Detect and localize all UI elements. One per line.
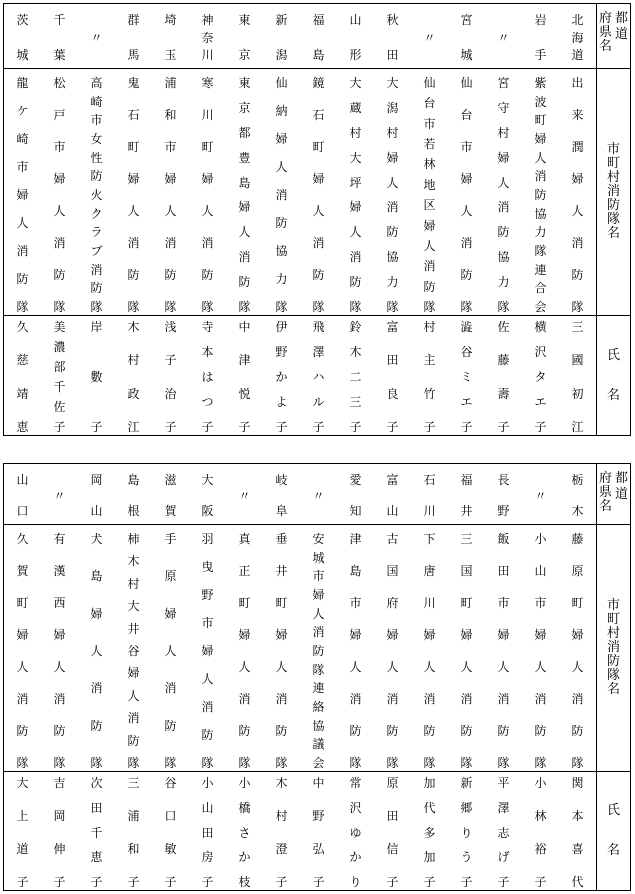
table-1 xyxy=(3,3,631,436)
t2-name-10 xyxy=(374,772,411,890)
t2-unit-5-text: 羽 曳 野 市 婦 人 消 防 隊 xyxy=(201,532,214,770)
t2-unit-14-text: 小 山 市 婦 人 消 防 隊 xyxy=(534,532,547,770)
t1-unit-6 xyxy=(226,69,263,316)
t1-unit-8 xyxy=(300,69,337,316)
t2-unit-11-text: 下 唐 川 婦 人 消 防 隊 xyxy=(423,532,436,770)
t1-pref-14 xyxy=(522,4,559,69)
t1-pref-7 xyxy=(263,4,300,69)
t1-unit-12-text: 仙 台 市 婦 人 消 防 隊 xyxy=(460,76,473,314)
t1-pref-1-text: 千 葉 xyxy=(53,13,66,62)
t2-unit-2-text: 犬 島 婦 人 消 防 隊 xyxy=(90,532,103,770)
t1-pref-0 xyxy=(4,4,41,69)
t1-name-9 xyxy=(337,316,374,435)
t2-unit-14 xyxy=(522,525,559,772)
unit-header xyxy=(596,525,630,772)
t2-unit-12 xyxy=(448,525,485,772)
t2-pref-10 xyxy=(374,464,411,525)
t1-name-13 xyxy=(485,316,522,435)
t2-name-6 xyxy=(226,772,263,890)
t1-pref-1 xyxy=(41,4,78,69)
t2-pref-5 xyxy=(189,464,226,525)
pref-header-text: 府 県 名 都 道 xyxy=(598,471,628,514)
t1-pref-2 xyxy=(78,4,115,69)
t2-name-11-text: 加 代 多 加 子 xyxy=(423,776,436,889)
pref-header-text: 府 県 名 都 道 xyxy=(598,11,628,54)
t2-unit-0-text: 久 賀 町 婦 人 消 防 隊 xyxy=(16,532,29,770)
t1-pref-6-text: 東 京 xyxy=(238,13,251,62)
t1-pref-11 xyxy=(411,4,448,69)
t2-name-15 xyxy=(559,772,596,890)
t2-pref-8 xyxy=(300,464,337,525)
t2-pref-1 xyxy=(41,464,78,525)
t1-name-2 xyxy=(78,316,115,435)
t1-unit-7-text: 仙 納 婦 人 消 防 協 力 隊 xyxy=(275,76,288,314)
t2-unit-10-text: 古 国 府 婦 人 消 防 隊 xyxy=(386,532,399,770)
t2-pref-9-text: 愛 知 xyxy=(349,473,362,518)
t2-unit-3-text: 柿 木 村 大 井 谷 婦 人 消 防 隊 xyxy=(127,532,140,770)
t1-unit-8-text: 鏡 石 町 婦 人 消 防 隊 xyxy=(312,76,325,314)
t2-unit-5 xyxy=(189,525,226,772)
t2-pref-0-text: 山 口 xyxy=(16,473,29,518)
t1-unit-4 xyxy=(152,69,189,316)
t2-pref-8-text: 〃 xyxy=(312,488,325,503)
name-header-text: 氏 名 xyxy=(606,803,620,858)
t1-unit-1-text: 松 戸 市 婦 人 消 防 隊 xyxy=(53,76,66,314)
t2-name-14-text: 小 林 裕 子 xyxy=(534,776,547,889)
t2-name-0 xyxy=(4,772,41,890)
t1-name-6 xyxy=(226,316,263,435)
unit-header-text: 市 町 村 消 防 隊 名 xyxy=(606,142,620,241)
t2-unit-7-text: 垂 井 町 婦 人 消 防 隊 xyxy=(275,532,288,770)
t2-unit-1-text: 有 漢 西 婦 人 消 防 隊 xyxy=(53,532,66,770)
t2-pref-12 xyxy=(448,464,485,525)
t1-name-7-text: 伊 野 か よ 子 xyxy=(275,320,288,434)
t1-name-13-text: 佐 藤 壽 子 xyxy=(497,320,510,434)
t2-name-13 xyxy=(485,772,522,890)
t2-name-9-text: 常 沢 ゆ か り xyxy=(349,776,362,889)
t2-pref-1-text: 〃 xyxy=(53,488,66,503)
t2-unit-7 xyxy=(263,525,300,772)
t1-name-4 xyxy=(152,316,189,435)
t2-name-13-text: 平 澤 志 げ 子 xyxy=(497,776,510,889)
t1-unit-1 xyxy=(41,69,78,316)
t1-pref-8-text: 福 島 xyxy=(312,13,325,62)
t2-unit-3 xyxy=(115,525,152,772)
t1-name-15 xyxy=(559,316,596,435)
t2-unit-11 xyxy=(411,525,448,772)
t2-name-8 xyxy=(300,772,337,890)
t1-pref-4-text: 埼 玉 xyxy=(164,13,177,62)
t1-unit-14 xyxy=(522,69,559,316)
t2-unit-13 xyxy=(485,525,522,772)
t1-pref-14-text: 岩 手 xyxy=(534,13,547,62)
t1-pref-3-text: 群 馬 xyxy=(127,13,140,62)
t1-unit-5-text: 寒 川 町 婦 人 消 防 隊 xyxy=(201,76,214,314)
t2-name-12-text: 新 郷 り う 子 xyxy=(460,776,473,889)
t1-pref-15-text: 北 海 道 xyxy=(571,13,584,62)
t1-name-15-text: 三 國 初 江 xyxy=(571,320,584,434)
t2-pref-6-text: 〃 xyxy=(238,488,251,503)
t1-unit-7 xyxy=(263,69,300,316)
t1-unit-15-text: 出 来 潤 婦 人 消 防 隊 xyxy=(571,76,584,314)
t1-pref-0-text: 茨 城 xyxy=(16,13,29,62)
t2-name-7 xyxy=(263,772,300,890)
t2-pref-7-text: 岐 阜 xyxy=(275,473,288,518)
t2-pref-4-text: 滋 賀 xyxy=(164,473,177,518)
t2-unit-9-text: 津 島 市 婦 人 消 防 隊 xyxy=(349,532,362,770)
t1-name-10-text: 富 田 良 子 xyxy=(386,320,399,434)
t1-name-1-text: 美 濃 部 千 佐 子 xyxy=(53,320,66,434)
t1-unit-3 xyxy=(115,69,152,316)
t2-name-7-text: 木 村 澄 子 xyxy=(275,776,288,889)
t1-name-5 xyxy=(189,316,226,435)
t2-name-4-text: 谷 口 敏 子 xyxy=(164,776,177,889)
t1-name-0 xyxy=(4,316,41,435)
t1-unit-5 xyxy=(189,69,226,316)
t1-pref-9 xyxy=(337,4,374,69)
t1-unit-9 xyxy=(337,69,374,316)
t1-name-11 xyxy=(411,316,448,435)
t2-name-1 xyxy=(41,772,78,890)
t1-unit-2 xyxy=(78,69,115,316)
t1-name-5-text: 寺 本 は つ 子 xyxy=(201,320,214,434)
t1-name-8-text: 飛 澤 ハ ル 子 xyxy=(312,320,325,434)
t2-name-11 xyxy=(411,772,448,890)
t1-name-14-text: 横 沢 タ エ 子 xyxy=(534,320,547,434)
t1-name-12-text: 澁 谷 ミ エ 子 xyxy=(460,320,473,434)
t1-pref-2-text: 〃 xyxy=(90,30,103,45)
t2-name-10-text: 原 田 信 子 xyxy=(386,776,399,889)
t2-pref-11 xyxy=(411,464,448,525)
t1-unit-13-text: 宮 守 村 婦 人 消 防 協 力 隊 xyxy=(497,76,510,314)
t2-name-14 xyxy=(522,772,559,890)
t1-unit-6-text: 東 京 都 豊 島 婦 人 消 防 隊 xyxy=(238,76,251,314)
t2-unit-1 xyxy=(41,525,78,772)
name-header-text: 氏 名 xyxy=(606,347,620,403)
t1-unit-12 xyxy=(448,69,485,316)
t2-unit-6-text: 真 正 町 婦 人 消 防 隊 xyxy=(238,532,251,770)
t1-pref-7-text: 新 潟 xyxy=(275,13,288,62)
t1-unit-4-text: 浦 和 市 婦 人 消 防 隊 xyxy=(164,76,177,314)
table-2 xyxy=(3,463,631,891)
t1-name-4-text: 浅 子 治 子 xyxy=(164,320,177,434)
t2-name-6-text: 小 橋 さ か 枝 xyxy=(238,776,251,889)
t1-name-11-text: 村 主 竹 子 xyxy=(423,320,436,434)
t1-pref-15 xyxy=(559,4,596,69)
t2-name-3 xyxy=(115,772,152,890)
t2-pref-2 xyxy=(78,464,115,525)
t1-unit-11 xyxy=(411,69,448,316)
t2-name-2 xyxy=(78,772,115,890)
t2-name-9 xyxy=(337,772,374,890)
unit-header-text: 市 町 村 消 防 隊 名 xyxy=(606,598,620,697)
t1-unit-9-text: 大 蔵 村 大 坪 婦 人 消 防 隊 xyxy=(349,76,362,314)
t2-pref-15-text: 栃 木 xyxy=(571,473,584,518)
t2-pref-5-text: 大 阪 xyxy=(201,473,214,518)
pref-header xyxy=(596,464,630,525)
t1-pref-11-text: 〃 xyxy=(423,30,436,45)
t2-unit-8 xyxy=(300,525,337,772)
t1-pref-9-text: 山 形 xyxy=(349,13,362,62)
t1-pref-4 xyxy=(152,4,189,69)
t2-pref-14 xyxy=(522,464,559,525)
t2-pref-12-text: 福 井 xyxy=(460,473,473,518)
t1-unit-11-text: 仙 台 市 若 林 地 区 婦 人 消 防 隊 xyxy=(423,76,436,314)
t1-unit-10 xyxy=(374,69,411,316)
t2-name-1-text: 吉 岡 伸 子 xyxy=(53,776,66,889)
table-2-grid xyxy=(4,464,630,890)
t2-pref-11-text: 石 川 xyxy=(423,473,436,518)
t1-pref-5-text: 神 奈 川 xyxy=(201,13,214,62)
t1-pref-5 xyxy=(189,4,226,69)
t2-unit-12-text: 三 国 町 婦 人 消 防 隊 xyxy=(460,532,473,770)
t1-name-3 xyxy=(115,316,152,435)
t2-name-12 xyxy=(448,772,485,890)
t1-unit-14-text: 紫 波 町 婦 人 消 防 協 力 隊 連 合 会 xyxy=(534,76,547,314)
t1-pref-10-text: 秋 田 xyxy=(386,13,399,62)
t2-name-3-text: 三 浦 和 子 xyxy=(127,776,140,889)
t2-unit-13-text: 飯 田 市 婦 人 消 防 隊 xyxy=(497,532,510,770)
t2-name-15-text: 関 本 喜 代 xyxy=(571,776,584,889)
t2-name-5-text: 小 山 田 房 子 xyxy=(201,776,214,889)
t1-unit-3-text: 鬼 石 町 婦 人 消 防 隊 xyxy=(127,76,140,314)
t1-name-12 xyxy=(448,316,485,435)
t2-unit-4-text: 手 原 婦 人 消 防 隊 xyxy=(164,532,177,770)
t1-name-7 xyxy=(263,316,300,435)
t1-pref-8 xyxy=(300,4,337,69)
t1-pref-10 xyxy=(374,4,411,69)
t2-unit-9 xyxy=(337,525,374,772)
pref-header xyxy=(596,4,630,69)
t1-name-14 xyxy=(522,316,559,435)
t1-name-1 xyxy=(41,316,78,435)
t1-pref-13-text: 〃 xyxy=(497,30,510,45)
t2-pref-3-text: 島 根 xyxy=(127,473,140,518)
t2-unit-0 xyxy=(4,525,41,772)
t1-name-2-text: 岸 數 子 xyxy=(90,320,103,434)
t2-pref-6 xyxy=(226,464,263,525)
name-header xyxy=(596,772,630,890)
t2-unit-8-text: 安 城 市 婦 人 消 防 隊 連 絡 協 議 会 xyxy=(312,532,325,770)
t2-pref-10-text: 富 山 xyxy=(386,473,399,518)
t2-pref-14-text: 〃 xyxy=(534,488,547,503)
t1-unit-0 xyxy=(4,69,41,316)
t2-pref-3 xyxy=(115,464,152,525)
t2-name-2-text: 次 田 千 恵 子 xyxy=(90,776,103,889)
t1-unit-13 xyxy=(485,69,522,316)
t2-pref-7 xyxy=(263,464,300,525)
t2-pref-2-text: 岡 山 xyxy=(90,473,103,518)
t2-pref-13-text: 長 野 xyxy=(497,473,510,518)
t1-name-9-text: 鈴 木 二 三 子 xyxy=(349,320,362,434)
t1-name-0-text: 久 慈 靖 恵 xyxy=(16,320,29,434)
t1-unit-0-text: 龍 ケ 崎 市 婦 人 消 防 隊 xyxy=(16,76,29,314)
t2-pref-0 xyxy=(4,464,41,525)
unit-header xyxy=(596,69,630,316)
t1-name-8 xyxy=(300,316,337,435)
t2-unit-6 xyxy=(226,525,263,772)
table-1-grid xyxy=(4,4,630,435)
t1-unit-2-text: 高 崎 市 女 性 防 火 ク ラ ブ 消 防 隊 xyxy=(90,76,103,314)
t2-unit-15 xyxy=(559,525,596,772)
t2-name-4 xyxy=(152,772,189,890)
t1-pref-6 xyxy=(226,4,263,69)
t1-unit-15 xyxy=(559,69,596,316)
t1-unit-10-text: 大 潟 村 婦 人 消 防 協 力 隊 xyxy=(386,76,399,314)
t2-unit-10 xyxy=(374,525,411,772)
t1-name-6-text: 中 津 悦 子 xyxy=(238,320,251,434)
t1-name-10 xyxy=(374,316,411,435)
t1-pref-3 xyxy=(115,4,152,69)
t2-unit-4 xyxy=(152,525,189,772)
t1-pref-12-text: 宮 城 xyxy=(460,13,473,62)
t2-pref-4 xyxy=(152,464,189,525)
t2-pref-13 xyxy=(485,464,522,525)
t2-pref-9 xyxy=(337,464,374,525)
t1-pref-12 xyxy=(448,4,485,69)
t2-name-0-text: 大 上 道 子 xyxy=(16,776,29,889)
name-header xyxy=(596,316,630,435)
t2-pref-15 xyxy=(559,464,596,525)
t1-name-3-text: 木 村 政 江 xyxy=(127,320,140,434)
t1-pref-13 xyxy=(485,4,522,69)
t2-unit-15-text: 藤 原 町 婦 人 消 防 隊 xyxy=(571,532,584,770)
t2-name-8-text: 中 野 弘 子 xyxy=(312,776,325,889)
t2-unit-2 xyxy=(78,525,115,772)
t2-name-5 xyxy=(189,772,226,890)
